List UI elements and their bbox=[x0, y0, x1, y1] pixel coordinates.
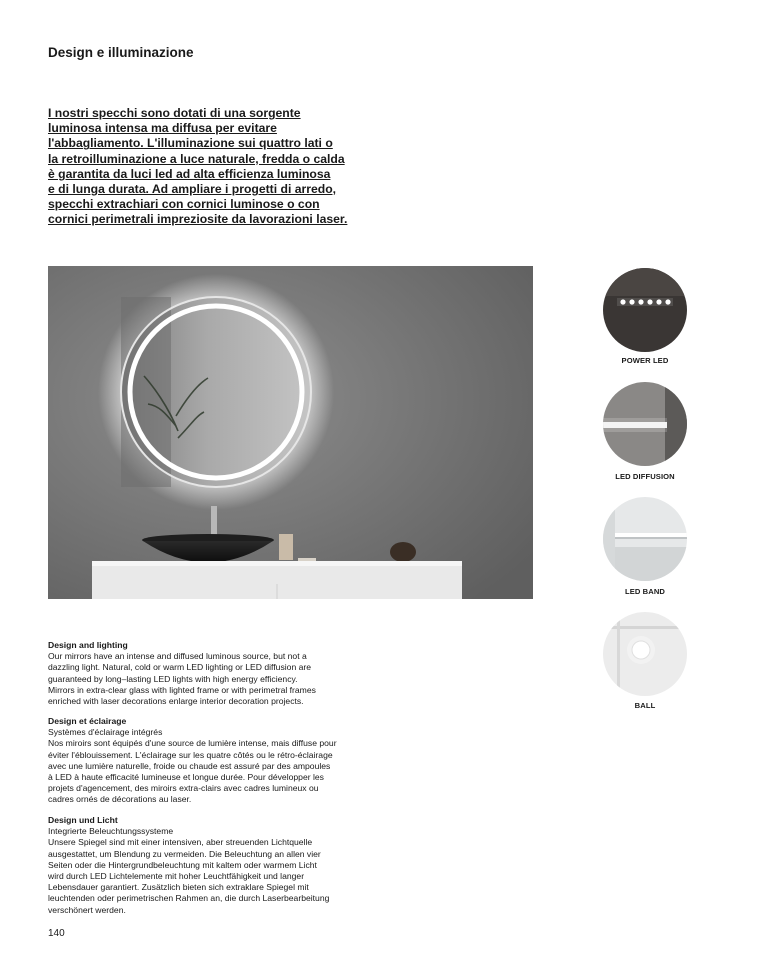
feature-ball bbox=[603, 612, 687, 710]
section-heading: Design und Licht bbox=[48, 815, 118, 825]
intro-line: specchi extrachiari con cornici luminose o con bbox=[48, 197, 320, 212]
section-line: Lebensdauer garantiert. Zusätzlich bieten sich extraklare Spiegel mit bbox=[48, 882, 309, 893]
hero-photo-round-led-mirror bbox=[48, 266, 533, 599]
section-line: Seiten oder die Hintergrundbeleuchtung mit kaltem oder warmem Licht bbox=[48, 859, 317, 870]
intro-line: la retroilluminazione a luce naturale, fredda o calda bbox=[48, 151, 345, 166]
intro-paragraph bbox=[48, 106, 378, 228]
section-line: Our mirrors have an intense and diffused luminous source, but not a bbox=[48, 651, 307, 662]
intro-line: l'abbagliamento. L'illuminazione sui quattro lati o bbox=[48, 136, 333, 151]
section-line: éviter l'éblouissement. L'éclairage sur les quatre côtés ou le rétro-éclairage bbox=[48, 749, 333, 760]
section-line: Mirrors in extra-clear glass with lighted frame or with perimetral frames bbox=[48, 684, 316, 695]
led-diffusion-icon bbox=[603, 382, 687, 466]
page-number: 140 bbox=[48, 928, 65, 939]
section-line: leuchtenden oder perimetrischen Rahmen an, die durch Laserbearbeitung bbox=[48, 893, 330, 904]
section-english bbox=[48, 640, 368, 707]
section-line: à LED à haute efficacité lumineuse et longue durée. Pour développer les bbox=[48, 772, 324, 783]
intro-line: luminosa intensa ma diffusa per evitare bbox=[48, 121, 277, 136]
feature-label: LED DIFFUSION bbox=[615, 472, 675, 481]
intro-line: I nostri specchi sono dotati di una sorgente bbox=[48, 106, 301, 120]
section-line: Integrierte Beleuchtungssysteme bbox=[48, 826, 174, 837]
section-german bbox=[48, 815, 368, 916]
section-line: Nos miroirs sont équipés d'une source de lumière intense, mais diffuse pour bbox=[48, 738, 337, 749]
feature-label: LED BAND bbox=[624, 587, 666, 596]
feature-led-diffusion bbox=[603, 382, 687, 481]
power-led-icon bbox=[603, 268, 687, 352]
section-line: dazzling light. Natural, cold or warm LED lighting or LED diffusion are bbox=[48, 662, 312, 673]
intro-line: cornici perimetrali impreziosite da lavorazioni laser. bbox=[48, 212, 348, 227]
section-line: guaranteed by long–lasting LED lights with high energy efficiency. bbox=[48, 673, 298, 684]
feature-label: POWER LED bbox=[621, 356, 669, 365]
section-heading: Design and lighting bbox=[48, 640, 128, 650]
section-line: cadres ornés de décorations au laser. bbox=[48, 794, 192, 805]
section-heading: Design et éclairage bbox=[48, 716, 127, 726]
section-line: wird durch LED Lichtelemente mit hoher Leuchtfähigkeit und langer bbox=[48, 871, 305, 882]
section-line: Systèmes d'éclairage intégrés bbox=[48, 727, 163, 738]
page-title: Design e illuminazione bbox=[48, 45, 194, 60]
intro-line: e di lunga durata. Ad ampliare i progetti di arredo, bbox=[48, 182, 337, 197]
section-line: enriched with laser decorations enlarge interior decoration projects. bbox=[48, 696, 304, 707]
ball-icon bbox=[603, 612, 687, 696]
feature-led-band bbox=[603, 497, 687, 596]
intro-line: è garantita da luci led ad alta efficienza luminosa bbox=[48, 166, 331, 181]
section-line: avec une lumière naturelle, froide ou chaude est assuré par des ampoules bbox=[48, 760, 331, 771]
led-band-icon bbox=[603, 497, 687, 581]
feature-power-led bbox=[603, 268, 687, 365]
section-line: ausgestattet, um Blendung zu vermeiden. Die Beleuchtung an allen vier bbox=[48, 848, 321, 859]
section-french bbox=[48, 716, 368, 806]
section-line: verschönert werden. bbox=[48, 904, 126, 915]
section-line: Unsere Spiegel sind mit einer intensiven, aber streuenden Lichtquelle bbox=[48, 837, 313, 848]
feature-label: BALL bbox=[634, 701, 656, 710]
section-line: projets d'agencement, des miroirs extra-clairs avec cadres lumineux ou bbox=[48, 783, 319, 794]
